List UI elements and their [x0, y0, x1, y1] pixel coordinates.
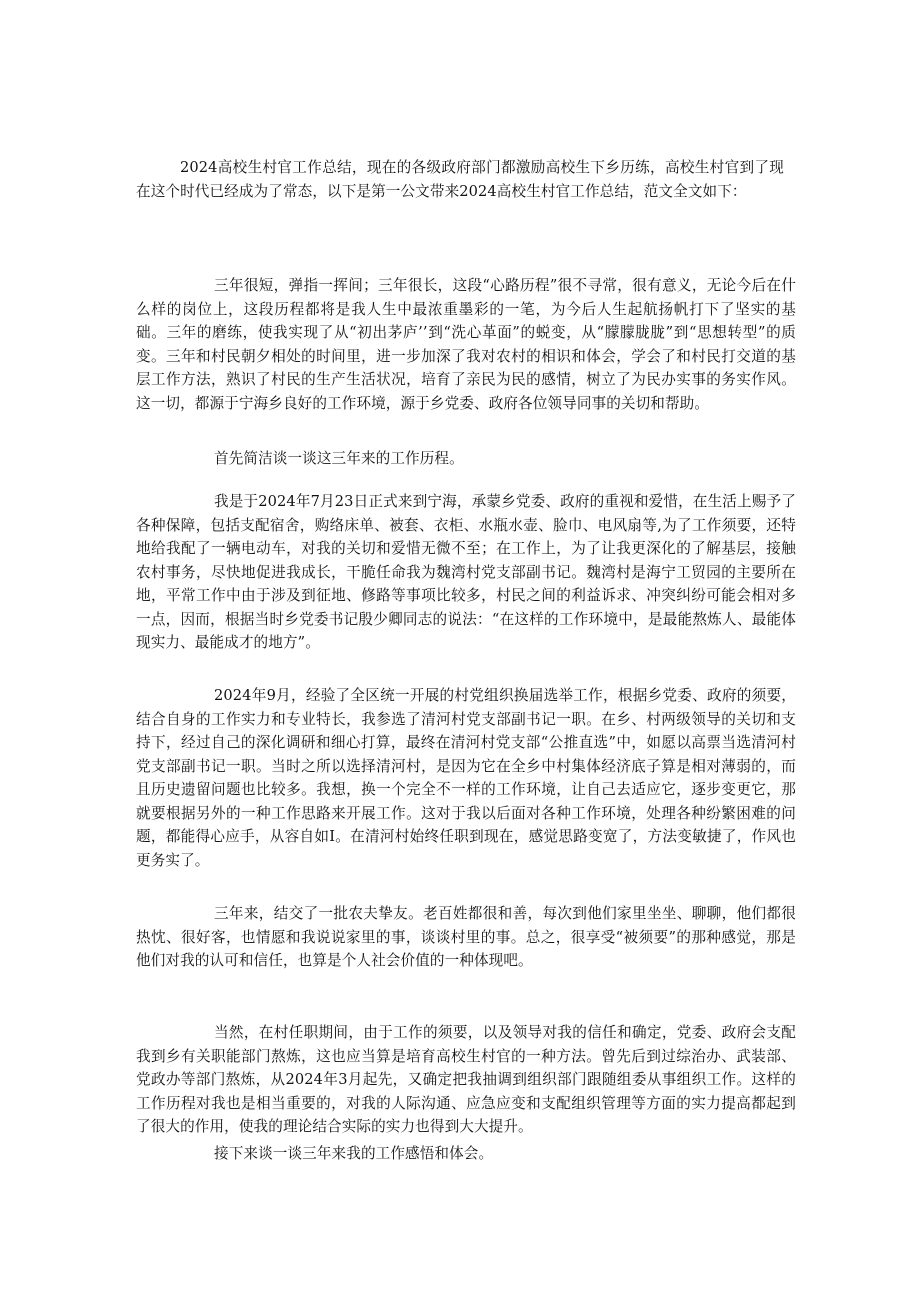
paragraph-work-history-heading: 首先简洁谈一谈这三年来的工作历程。 — [214, 450, 464, 467]
intro-paragraph: 2024高校生村官工作总结，现在的各级政府部门都激励高校生下乡历练，高校生村官到了现在这个时代已经成为了常态，以下是第一公文带来2024高校生村官工作总结，范文全文如下： — [136, 159, 784, 200]
paragraph-reflections-heading: 接下来谈一谈三年来我的工作感悟和体会。 — [214, 1145, 494, 1162]
paragraph-election: 2024年9月，经验了全区统一开展的村党组织换届选举工作，根据乡党委、政府的须要，结合自身的工作实力和专业特长，我参选了清河村党支部副书记一职。在乡、村两级领导的关切和支持下，经过自己的深化调研和细心打算，最终在清河村党支部“公推直选”中，如愿以高票当选清河村党支部副书记一职。当时之所以选择清河村，是因为它在全乡中村集体经济底子算是相对薄弱的，而且历史遗留问题也比较多。我想，换一个完全不一样的工作环境，让自己去适应它，逐步变更它，那就要根据另外的一种工作思路来开展工作。这对于我以后面对各种工作环境，处理各种纷繁困难的问题，都能得心应手，从容自如I。在清河村始终任职到现在，感觉思路变宽了，方法变敏捷了，作风也更务实了。 — [136, 687, 796, 869]
paragraph-arrival: 我是于2024年7月23日正式来到宁海，承蒙乡党委、政府的重视和爱惜，在生活上赐予了各种保障，包括支配宿舍，购络床单、被套、衣柜、水瓶水壶、脸巾、电风扇等,为了工作须要，还特地给我配了一辆电动车，对我的关切和爱惜无微不至；在工作上，为了让我更深化的了解基层，接触农村事务，尽快地促进我成长，干脆任命我为魏湾村党支部副书记。魏湾村是海宁工贸园的主要所在地，平常工作中由于涉及到征地、修路等事项比较多，村民之间的利益诉求、冲突纠纷可能会相对多一点，因而，根据当时乡党委书记殷少卿同志的说法：“在这样的工作环境中，是最能熬炼人、最能体现实力、最能成才的地方”。 — [136, 493, 796, 651]
paragraph-three-years: 三年很短，弹指一挥间；三年很长，这段“心路历程”很不寻常，很有意义，无论今后在什么样的岗位上，这段历程都将是我人生中最浓重墨彩的一笔，为今后人生起航扬帆打下了坚实的基础。三年的磨练，使我实现了从“初出茅庐’’到“洗心革面”的蜕变，从“朦朦胧胧”到“思想转型”的质变。三年和村民朝夕相处的时间里，进一步加深了我对农村的相识和体会，学会了和村民打交道的基层工作方法，熟识了村民的生产生活状况，培育了亲民为民的感情，树立了为民办实事的务实作风。这一切，都源于宁海乡良好的工作环境，源于乡党委、政府各位领导同事的关切和帮助。 — [136, 277, 796, 412]
paragraph-department-training: 当然，在村任职期间，由于工作的须要，以及领导对我的信任和确定，党委、政府会支配我到乡有关职能部门熬炼，这也应当算是培育高校生村官的一种方法。曾先后到过综治办、武装部、党政办等部门熬炼，从2024年3月起先，又确定把我抽调到组织部门跟随组委从事组织工作。这样的工作历程对我也是相当重要的，对我的人际沟通、应急应变和支配组织管理等方面的实力提高都起到了很大的作用，使我的理论结合实际的实力也得到大大提升。 — [136, 1024, 796, 1135]
paragraph-farmer-friends: 三年来，结交了一批农夫挚友。老百姓都很和善，每次到他们家里坐坐、聊聊，他们都很热忱、很好客，也情愿和我说说家里的事，谈谈村里的事。总之，很享受“被须要”的那种感觉，那是他们对我的认可和信任，也算是个人社会价值的一种体现吧。 — [136, 905, 796, 969]
